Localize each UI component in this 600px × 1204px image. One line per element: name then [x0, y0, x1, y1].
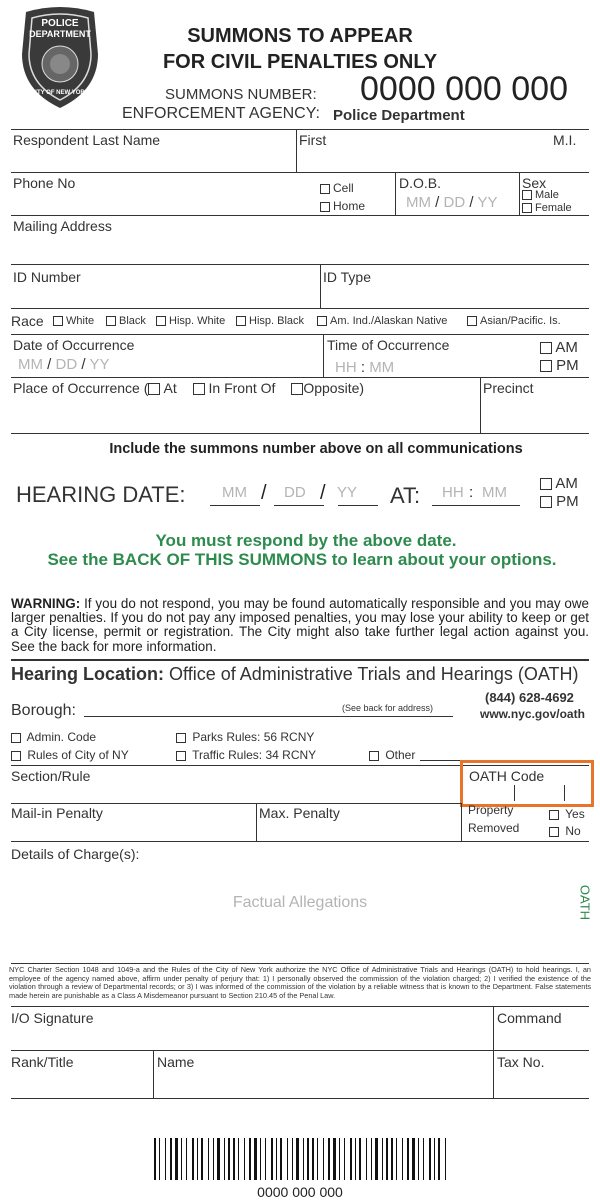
barcode-bar — [233, 1138, 235, 1180]
barcode-bar — [186, 1138, 187, 1180]
property-yes-checkbox[interactable] — [549, 807, 585, 821]
barcode-bar — [276, 1138, 277, 1180]
hearing-dd: DD — [284, 484, 306, 501]
id-type-field[interactable] — [322, 286, 588, 306]
barcode-bar — [307, 1138, 309, 1180]
place-at-label: At — [163, 380, 177, 396]
rules-city-label: Rules of City of NY — [27, 748, 129, 762]
place-in-front-box[interactable] — [193, 383, 205, 395]
traffic-rules-label: Traffic Rules: 34 RCNY — [192, 748, 317, 762]
dob-mm: MM — [406, 194, 431, 211]
occ-min: MM — [369, 359, 395, 376]
enforcement-agency-label: ENFORCEMENT AGENCY: — [122, 105, 320, 122]
hearing-time-field[interactable] — [432, 484, 522, 506]
barcode-bar — [396, 1138, 397, 1180]
respondent-last-name-label: Respondent Last Name — [13, 132, 161, 148]
barcode-bar — [175, 1138, 178, 1180]
details-of-charges-label: Details of Charge(s): — [11, 846, 140, 862]
warning-bold: WARNING: — [11, 596, 81, 611]
barcode-bar — [312, 1138, 314, 1180]
race-hisp-white-checkbox[interactable] — [156, 315, 225, 327]
barcode-bar — [418, 1138, 419, 1180]
barcode-bar — [292, 1138, 293, 1180]
place-opposite-box[interactable] — [291, 383, 303, 395]
male-label: Male — [535, 189, 559, 201]
occ-yy: YY — [89, 356, 110, 373]
date-of-occurrence-field[interactable] — [18, 356, 109, 373]
mi-field[interactable] — [545, 150, 587, 170]
hearing-yy: YY — [337, 484, 358, 501]
rank-title-label: Rank/Title — [11, 1054, 74, 1070]
hearing-date-label: HEARING DATE: — [16, 482, 186, 507]
barcode-bar — [445, 1138, 446, 1180]
barcode-bar — [280, 1138, 282, 1180]
property-no-box[interactable] — [549, 827, 559, 837]
barcode — [154, 1138, 448, 1180]
io-signature-field[interactable] — [12, 1028, 490, 1048]
barcode-bar — [382, 1138, 383, 1180]
place-in-front-label: In Front Of — [208, 380, 276, 396]
barcode-bar — [434, 1138, 435, 1180]
race-hisp-white-box[interactable] — [156, 316, 166, 326]
place-at-box[interactable] — [148, 383, 160, 395]
hearing-am-label: AM — [555, 475, 578, 492]
barcode-bar — [249, 1138, 251, 1180]
cell-checkbox-box[interactable] — [320, 184, 330, 194]
hearing-slash-1: / — [261, 482, 267, 504]
female-checkbox[interactable] — [522, 202, 572, 214]
max-penalty-label: Max. Penalty — [259, 805, 340, 821]
tax-no-label: Tax No. — [497, 1054, 545, 1070]
command-field[interactable] — [496, 1028, 588, 1048]
race-hisp-black-label: Hisp. Black — [249, 315, 305, 327]
barcode-bar — [254, 1138, 257, 1180]
occ-pm-checkbox[interactable] — [540, 357, 579, 374]
barcode-bar — [165, 1138, 166, 1180]
hearing-mm: MM — [222, 484, 247, 501]
sex-label: Sex — [522, 175, 547, 191]
barcode-bar — [391, 1138, 393, 1180]
barcode-bar — [192, 1138, 194, 1180]
traffic-rules-checkbox[interactable] — [176, 748, 316, 762]
precinct-field[interactable] — [482, 400, 588, 430]
dob-label: D.O.B. — [399, 175, 442, 191]
id-type-label: ID Type — [323, 269, 371, 285]
male-checkbox-box[interactable] — [522, 190, 532, 200]
barcode-bar — [339, 1138, 340, 1180]
see-back-note: (See back for address) — [342, 703, 434, 713]
parks-rules-label: Parks Rules: 56 RCNY — [192, 730, 315, 744]
oath-phone: (844) 628-4692 — [485, 690, 574, 705]
race-white-checkbox[interactable] — [53, 315, 94, 327]
occ-colon: : — [360, 359, 366, 376]
cell-checkbox[interactable] — [320, 181, 354, 195]
property-label: Property — [468, 803, 514, 817]
barcode-bar — [201, 1138, 203, 1180]
occ-pm-box[interactable] — [540, 360, 552, 372]
barcode-bar — [402, 1138, 403, 1180]
id-number-label: ID Number — [13, 269, 81, 285]
barcode-bar — [423, 1138, 424, 1180]
barcode-bar — [429, 1138, 431, 1180]
place-of-occurrence-field[interactable] — [12, 400, 478, 430]
female-checkbox-box[interactable] — [522, 203, 532, 213]
hearing-min: MM — [482, 484, 507, 501]
mi-label: M.I. — [553, 132, 577, 148]
barcode-bar — [208, 1138, 209, 1180]
max-penalty-field[interactable] — [260, 822, 458, 838]
oath-website: www.nyc.gov/oath — [480, 707, 585, 721]
oath-code-label: OATH Code — [469, 768, 545, 784]
dob-yy: YY — [477, 194, 498, 211]
barcode-bar — [271, 1138, 273, 1180]
badge-text-police: POLICE — [41, 18, 79, 29]
barcode-bar — [350, 1138, 352, 1180]
mail-in-penalty-label: Mail-in Penalty — [11, 805, 103, 821]
hearing-location-bold: Hearing Location: — [11, 664, 165, 684]
race-label: Race — [11, 313, 44, 329]
hearing-location-text: Office of Administrative Trials and Hearings (OATH) — [164, 664, 579, 684]
last-name-field[interactable] — [12, 150, 294, 170]
mailing-address-label: Mailing Address — [13, 218, 112, 234]
first-name-field[interactable] — [298, 150, 538, 170]
occ-pm-label: PM — [556, 357, 579, 374]
tax-no-field[interactable] — [496, 1072, 588, 1096]
date-of-occurrence-label: Date of Occurrence — [13, 337, 135, 353]
barcode-bar — [333, 1138, 336, 1180]
warning-text: If you do not respond, you may be found automatically responsible and you may owe larger penalties. If you do not pay any imposed penalties, you may lose your ability to keep or get a City license, permit or registration. The City might also take further legal action against you. See the back for more information. — [11, 596, 589, 654]
place-prefix: Place of Occurrence ( — [13, 380, 149, 396]
race-black-box[interactable] — [106, 316, 116, 326]
name-label: Name — [157, 1054, 195, 1070]
occ-am-box[interactable] — [540, 342, 552, 354]
race-am-ind-label: Am. Ind./Alaskan Native — [330, 315, 448, 327]
removed-label: Removed — [468, 821, 520, 835]
phone-label: Phone No — [13, 175, 76, 191]
hearing-am-checkbox[interactable] — [540, 475, 578, 492]
female-label: Female — [535, 202, 572, 214]
dob-field[interactable] — [406, 194, 497, 211]
barcode-bar — [344, 1138, 345, 1180]
other-label: Other — [385, 748, 416, 762]
rules-city-box[interactable] — [11, 751, 21, 761]
barcode-bar — [260, 1138, 261, 1180]
barcode-bar — [328, 1138, 330, 1180]
race-asian-label: Asian/Pacific. Is. — [480, 315, 561, 327]
race-am-ind-checkbox[interactable] — [317, 315, 447, 327]
property-no-checkbox[interactable] — [549, 824, 581, 838]
occ-mm: MM — [18, 356, 43, 373]
mail-in-penalty-field[interactable] — [12, 822, 252, 838]
race-asian-box[interactable] — [467, 316, 477, 326]
barcode-bar — [244, 1138, 245, 1180]
borough-field[interactable] — [84, 716, 453, 717]
race-hisp-black-box[interactable] — [236, 316, 246, 326]
barcode-bar — [287, 1138, 288, 1180]
occ-slash-2: / — [81, 356, 86, 373]
occ-am-checkbox[interactable] — [540, 339, 578, 356]
hearing-pm-box[interactable] — [540, 496, 552, 508]
parks-rules-checkbox[interactable] — [176, 730, 314, 744]
barcode-bar — [213, 1138, 214, 1180]
factual-allegations-placeholder: Factual Allegations — [232, 894, 368, 911]
hearing-colon: : — [469, 484, 474, 501]
barcode-bar — [159, 1138, 160, 1180]
hearing-slash-2: / — [320, 482, 326, 504]
other-box[interactable] — [369, 751, 379, 761]
race-am-ind-box[interactable] — [317, 316, 327, 326]
section-rule-label: Section/Rule — [11, 768, 91, 784]
cell-label: Cell — [333, 181, 354, 195]
barcode-bar — [154, 1138, 156, 1180]
oath-side-label: OATH — [577, 884, 593, 921]
oath-code-box[interactable] — [460, 760, 594, 807]
occ-hh: HH — [335, 359, 357, 376]
admin-code-checkbox[interactable] — [11, 730, 96, 744]
home-checkbox[interactable] — [320, 199, 365, 213]
barcode-bar — [197, 1138, 198, 1180]
police-badge-logo — [18, 6, 102, 110]
dob-dd: DD — [443, 194, 466, 211]
home-label: Home — [333, 199, 366, 213]
traffic-rules-box[interactable] — [176, 751, 186, 761]
race-asian-checkbox[interactable] — [467, 315, 561, 327]
hearing-date-field[interactable] — [210, 484, 378, 506]
race-hisp-white-label: Hisp. White — [169, 315, 226, 327]
race-white-box[interactable] — [53, 316, 63, 326]
parks-rules-box[interactable] — [176, 733, 186, 743]
phone-field[interactable] — [12, 193, 302, 213]
summons-number-label: SUMMONS NUMBER: — [165, 86, 317, 103]
barcode-bar — [407, 1138, 409, 1180]
barcode-bar — [355, 1138, 356, 1180]
hearing-pm-checkbox[interactable] — [540, 493, 579, 510]
barcode-bar — [412, 1138, 415, 1180]
warning-paragraph — [11, 597, 589, 654]
form-title-line1: SUMMONS TO APPEAR — [187, 25, 413, 47]
summons-notice: Include the summons number above on all communications — [109, 441, 523, 457]
other-checkbox[interactable] — [369, 748, 415, 762]
io-signature-label: I/O Signature — [11, 1010, 94, 1026]
barcode-bar — [438, 1138, 440, 1180]
occ-slash-1: / — [47, 356, 52, 373]
command-label: Command — [497, 1010, 562, 1026]
admin-code-box[interactable] — [11, 733, 21, 743]
section-rule-field[interactable] — [12, 786, 462, 800]
respond-message-line2: See the BACK OF THIS SUMMONS to learn about your options. — [47, 550, 557, 569]
time-of-occurrence-field[interactable] — [335, 359, 394, 376]
mailing-address-field[interactable] — [12, 236, 588, 262]
barcode-bar — [170, 1138, 172, 1180]
badge-text-city: CITY OF NEW YORK — [30, 90, 90, 96]
barcode-bar — [386, 1138, 388, 1180]
race-black-checkbox[interactable] — [106, 315, 146, 327]
dob-slash-1: / — [435, 194, 440, 211]
barcode-bar — [224, 1138, 225, 1180]
race-black-label: Black — [119, 315, 146, 327]
hearing-at-label: AT: — [390, 483, 421, 508]
property-no-label: No — [565, 824, 581, 838]
barcode-bar — [303, 1138, 304, 1180]
hearing-hh: HH — [442, 484, 464, 501]
race-hisp-black-checkbox[interactable] — [236, 315, 304, 327]
barcode-number: 0000 000 000 — [257, 1184, 343, 1200]
respond-message-line1: You must respond by the above date. — [155, 531, 457, 550]
id-number-field[interactable] — [12, 286, 318, 306]
barcode-bar — [317, 1138, 318, 1180]
barcode-bar — [296, 1138, 299, 1180]
rank-title-field[interactable] — [12, 1072, 150, 1096]
precinct-label: Precinct — [483, 380, 534, 396]
form-title-line2: FOR CIVIL PENALTIES ONLY — [162, 51, 438, 73]
time-of-occurrence-label: Time of Occurrence — [327, 337, 450, 353]
barcode-bar — [238, 1138, 239, 1180]
barcode-bar — [217, 1138, 220, 1180]
legal-affirmation-text: NYC Charter Section 1048 and 1049-a and the Rules of the City of New York authorize the NYC Office of Administrative Trials and Hearings (OATH) to hold hearings. I, an employee of the agency named above, affirm under penalty of perjury that: 1) I personally observed the commission of the violation charged; 2) I verified the existence of the violation through a review of Departmental records; or 3) I was informed of the commission of the violation by a reliable witness that is known to the Department. False statements made herein are punishable as a Class A Misdemeanor pursuant to Section 210.45 of the Penal Law. — [9, 965, 591, 1000]
admin-code-label: Admin. Code — [26, 730, 97, 744]
occ-am-label: AM — [555, 339, 578, 356]
barcode-bar — [371, 1138, 372, 1180]
race-white-label: White — [66, 315, 95, 327]
enforcement-agency-value: Police Department — [333, 107, 465, 124]
barcode-bar — [265, 1138, 266, 1180]
rules-city-checkbox[interactable] — [11, 748, 129, 762]
barcode-bar — [359, 1138, 361, 1180]
place-of-occurrence-label — [13, 380, 364, 396]
home-checkbox-box[interactable] — [320, 202, 330, 212]
barcode-bar — [366, 1138, 367, 1180]
property-yes-box[interactable] — [549, 810, 559, 820]
first-name-label: First — [299, 132, 327, 148]
hearing-location — [11, 664, 579, 685]
borough-label: Borough: — [11, 702, 76, 719]
barcode-bar — [228, 1138, 230, 1180]
place-opposite-label: Opposite) — [303, 380, 365, 396]
summons-number: 0000 000 000 — [360, 70, 568, 108]
name-field[interactable] — [156, 1072, 490, 1096]
property-yes-label: Yes — [565, 807, 585, 821]
occ-dd: DD — [55, 356, 78, 373]
barcode-bar — [181, 1138, 182, 1180]
badge-text-department: DEPARTMENT — [29, 29, 91, 39]
hearing-pm-label: PM — [556, 493, 579, 510]
barcode-bar — [375, 1138, 378, 1180]
barcode-bar — [323, 1138, 324, 1180]
male-checkbox[interactable] — [522, 189, 559, 201]
hearing-am-box[interactable] — [540, 478, 552, 490]
dob-slash-2: / — [469, 194, 474, 211]
